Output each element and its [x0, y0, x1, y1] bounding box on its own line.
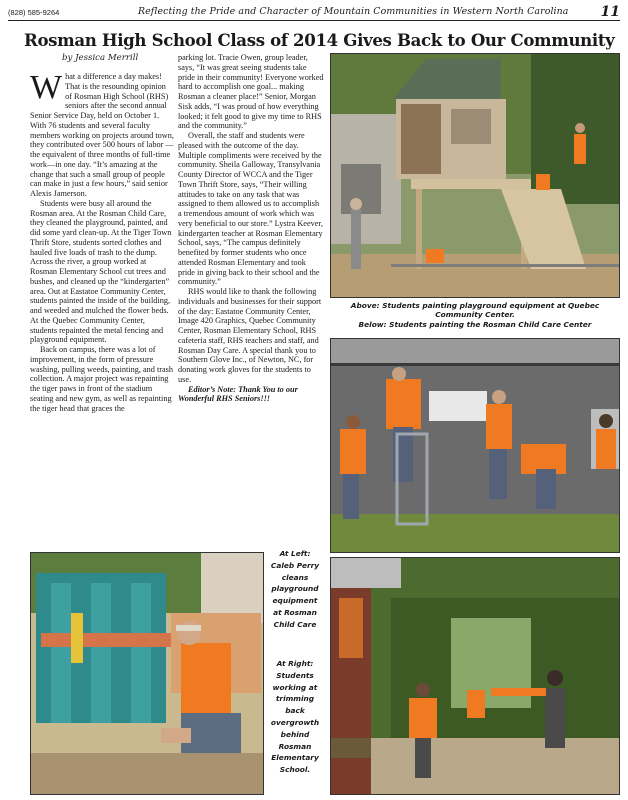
caption-left: At Left: Caleb Perry cleans playground equipment at Rosman Child Care — [270, 549, 320, 629]
child-care-center-illustration — [331, 339, 620, 553]
article-column-1 — [30, 69, 174, 413]
article-byline: by Jessica Merrill — [62, 53, 139, 63]
caption-below: Below: Students painting the Rosman Child Care Center — [358, 319, 592, 329]
playhouse-illustration — [331, 54, 620, 298]
article-headline: Rosman High School Class of 2014 Gives Back to Our Community — [24, 30, 615, 50]
playground-cleaning-illustration — [31, 553, 264, 795]
editors-note: Editor’s Note: Thank You to our Wonderful RHS Seniors!!! — [178, 384, 298, 404]
paragraph-intro-text: hat a difference a day makes! That is the resounding opinion of Rosman High School (RHS) seniors after the second annual Senior Service Day, held on October 1. With 76 students and several faculty members working on projects around town, they contributed over 500 hours of labor — the equivalent of three months of full-time work—in one day. “It’s amazing at the change that such a small group of people can make in just a few hours,” said senior Alexis Jamerson. — [30, 72, 174, 198]
photo-caleb-perry — [30, 552, 264, 795]
photo-trimming-overgrowth — [330, 557, 620, 795]
caption-above: Above: Students painting playground equipment at Quebec Community Center. — [350, 301, 600, 320]
paragraph: RHS would like to thank the following individuals and businesses for their support of the day: Eastatoe Community Center, Image 420 Graphics, Quebec Community Center, Rosman Elementary School, RHS cafeteria staff, RHS teachers and staff, and Rosman Day Care. A special thank you to Southern Glove Inc., of Newton, NC, for donating work gloves for the students to use. — [178, 287, 322, 384]
photo-playhouse-painting — [330, 53, 620, 298]
article-column-2 — [178, 53, 324, 404]
page-header — [8, 5, 620, 21]
paragraph: Students were busy all around the Rosman area. At the Rosman Child Care, they cleaned the playground, painted, and did some yard clean-up. At the Tiger Town Thrift Store, students sorted clothes and hauled five loads of trash to the dump. Across the river, a group worked at Rosman Elementary School cut trees and bushes, and cleaned up the “kindergarten” area. Out at Eastatoe Community Center, students painted the inside of the building, and weeded and mulched the flower beds. At the Quebec Community Center, students repainted the metal fencing and playground equipment. — [30, 198, 172, 345]
phone-number: (828) 585-9264 — [8, 8, 60, 17]
photo-caption-above-below — [330, 301, 620, 329]
overgrowth-trimming-illustration — [331, 558, 620, 795]
drop-cap: W — [30, 69, 63, 106]
paragraph: parking lot. Tracie Owen, group leader, says, “It was great seeing students take pride in their community! Everyone worked hard to accomplish one goal... making Rosman a cleaner place!” Senior, Morgan Sisk adds, “I was proud of how everything looked; it felt good to give my time to RHS and the community.” — [178, 53, 324, 131]
paragraph-intro — [30, 69, 174, 199]
page-number: 11 — [600, 4, 620, 20]
paragraph: Back on campus, there was a lot of improvement, in the form of pressure washing, pulling weeds, painting, and trash collection. A major project was repainting the tiger paws in front of the stadium seating and new gym, as well as repainting the tiger head that graces the — [30, 345, 173, 413]
newspaper-tagline: Reflecting the Pride and Character of Mountain Communities in Western North Carolina — [138, 6, 569, 17]
caption-right: At Right: Students working at trimming back overgrowth behind Rosman Elementary School. — [270, 659, 320, 775]
paragraph: Overall, the staff and students were pleased with the outcome of the day. Multiple compliments were received by the community. Sheila Galloway, Transylvania County Director of WCCA and the Tiger Town Thrift Store, says, “Their willing attitudes to take on any task that was assigned to them allowed us to accomplish a tremendous amount of work which was very beneficial to our store.” Lystra Keever, kindergarten teacher at Rosman Elementary School, says, “The campus definitely benefited by former students who once attended Rosman Elementary and took pride in giving back to their school and the community.” — [178, 131, 323, 287]
photo-child-care-center — [330, 338, 620, 553]
